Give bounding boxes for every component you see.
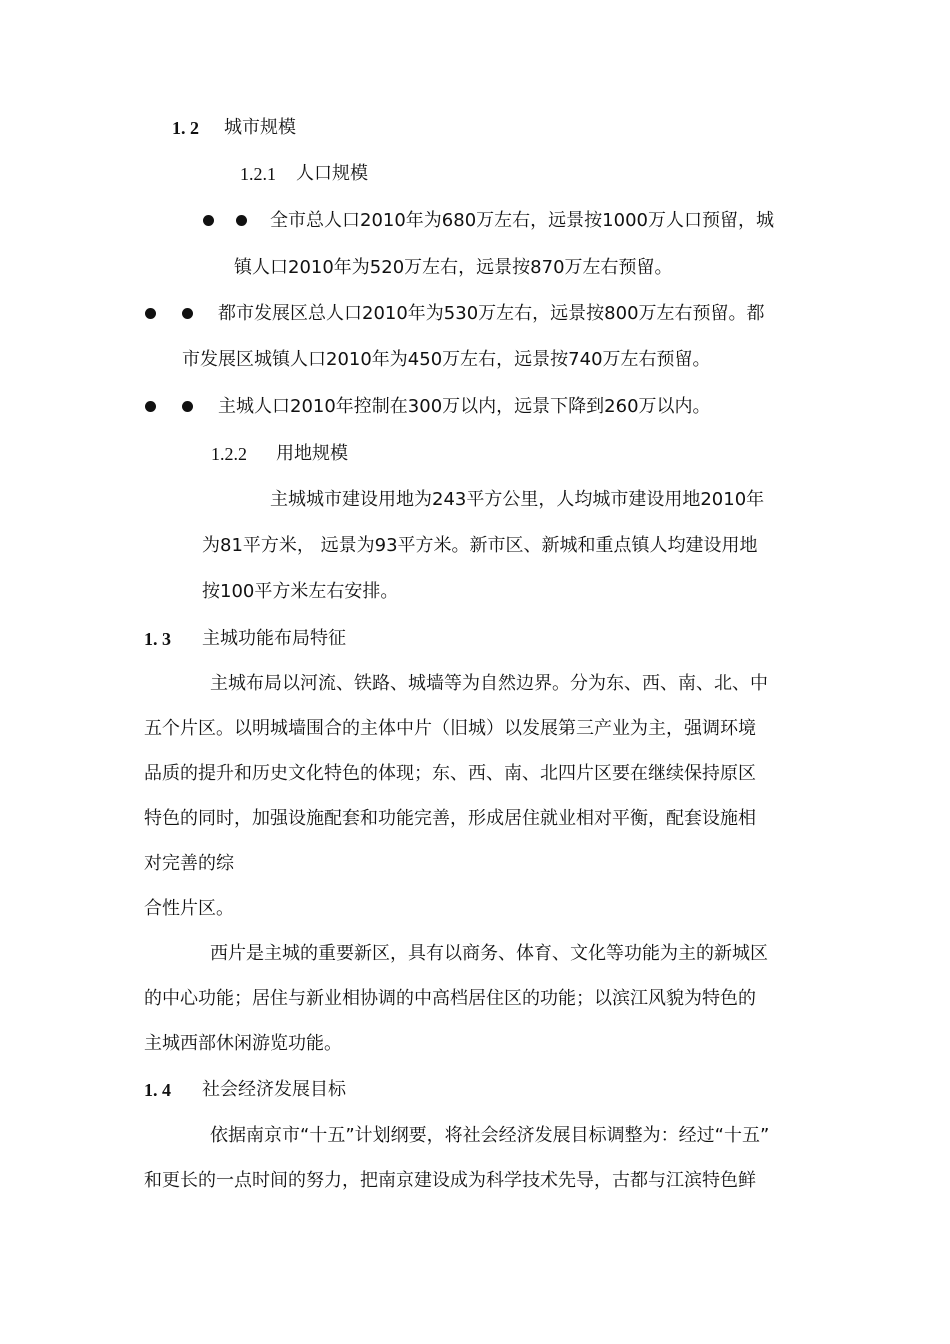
land-use-line-3: 按100平方米左右安排。	[202, 581, 399, 602]
subsection-1-2-2-number: 1.2.2	[211, 444, 247, 464]
bullet-icon	[203, 215, 214, 226]
layout-para-1-line-6: 合性片区。	[144, 898, 234, 919]
layout-para-1-line-4: 特色的同时，加强设施配套和功能完善，形成居住就业相对平衡，配套设施相	[144, 808, 756, 829]
layout-para-2-line-1: 西片是主城的重要新区，具有以商务、体育、文化等功能为主的新城区	[210, 943, 768, 964]
goal-para-line-2: 和更长的一点时间的努力，把南京建设成为科学技术先导，古都与江滨特色鲜	[144, 1170, 756, 1191]
population-bullet-3-line-1: 主城人口2010年控制在300万以内，远景下降到260万以内。	[218, 396, 711, 417]
bullet-icon	[236, 215, 247, 226]
section-1-4-title: 社会经济发展目标	[202, 1079, 346, 1100]
population-bullet-2-line-2: 市发展区城镇人口2010年为450万左右，远景按740万左右预留。	[182, 349, 711, 370]
section-1-3-number: 1. 3	[144, 629, 171, 649]
bullet-icon	[145, 308, 156, 319]
population-bullet-1-line-2: 镇人口2010年为520万左右，远景按870万左右预留。	[234, 257, 673, 278]
bullet-icon	[145, 401, 156, 412]
subsection-1-2-2-title: 用地规模	[276, 443, 348, 464]
section-1-2-number: 1. 2	[172, 118, 199, 138]
layout-para-1-line-3: 品质的提升和历史文化特色的体现；东、西、南、北四片区要在继续保持原区	[144, 763, 756, 784]
layout-para-1-line-1: 主城布局以河流、铁路、城墙等为自然边界。分为东、西、南、北、中	[210, 673, 768, 694]
land-use-line-1: 主城城市建设用地为243平方公里，人均城市建设用地2010年	[270, 489, 765, 510]
population-bullet-1-line-1: 全市总人口2010年为680万左右，远景按1000万人口预留，城	[270, 210, 774, 231]
subsection-1-2-1-title: 人口规模	[296, 163, 368, 184]
section-1-4-number: 1. 4	[144, 1080, 171, 1100]
bullet-icon	[182, 401, 193, 412]
layout-para-1-line-2: 五个片区。以明城墙围合的主体中片（旧城）以发展第三产业为主，强调环境	[144, 718, 756, 739]
land-use-line-2: 为81平方米， 远景为93平方米。新市区、新城和重点镇人均建设用地	[202, 535, 758, 556]
section-1-3-title: 主城功能布局特征	[202, 628, 346, 649]
goal-para-line-1: 依据南京市“十五”计划纲要，将社会经济发展目标调整为：经过“十五”	[210, 1125, 770, 1146]
bullet-icon	[182, 308, 193, 319]
layout-para-1-line-5: 对完善的综	[144, 853, 234, 874]
layout-para-2-line-3: 主城西部休闲游览功能。	[144, 1033, 342, 1054]
population-bullet-2-line-1: 都市发展区总人口2010年为530万左右，远景按800万左右预留。都	[218, 303, 765, 324]
subsection-1-2-1-number: 1.2.1	[240, 164, 276, 184]
section-1-2-title: 城市规模	[224, 117, 296, 138]
layout-para-2-line-2: 的中心功能；居住与新业相协调的中高档居住区的功能；以滨江风貌为特色的	[144, 988, 756, 1009]
